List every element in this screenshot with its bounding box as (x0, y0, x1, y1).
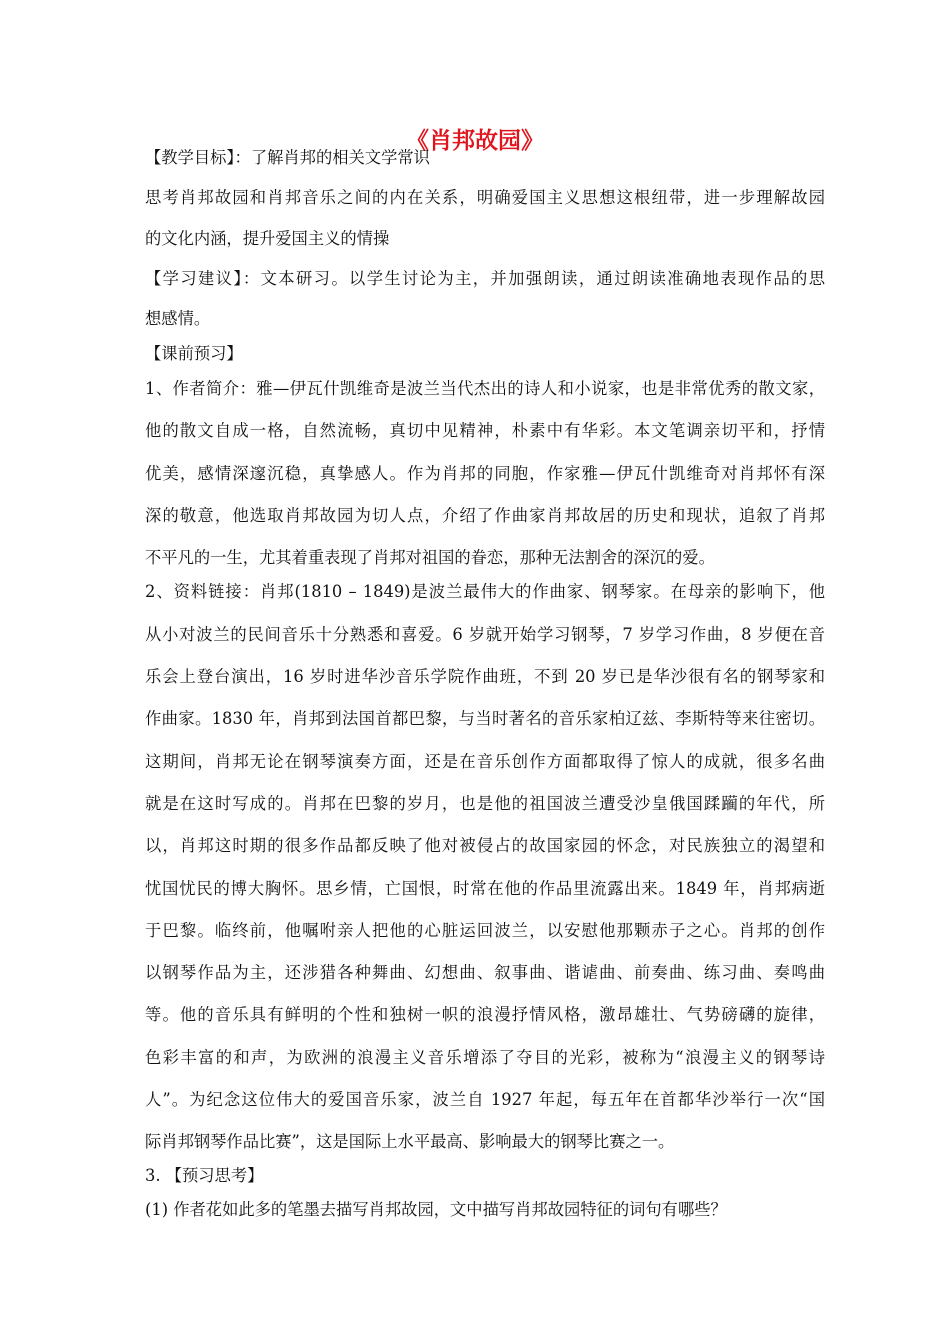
text-line: 这期间，肖邦无论在钢琴演奏方面，还是在音乐创作方面都取得了惊人的成就，很多名曲 (145, 752, 825, 771)
text-line: 际肖邦钢琴作品比赛”，这是国际上水平最高、影响最大的钢琴比赛之一。 (145, 1132, 675, 1151)
text-line: 以，肖邦这时期的很多作品都反映了他对被侵占的故国家园的怀念，对民族独立的渴望和 (145, 836, 825, 855)
text-line: 思考肖邦故园和肖邦音乐之间的内在关系，明确爱国主义思想这根纽带，进一步理解故园 (145, 188, 825, 207)
text-line: 他的散文自成一格，自然流畅，真切中见精神，朴素中有华彩。本文笔调亲切平和，抒情 (145, 421, 825, 440)
text-line: 的文化内涵，提升爱国主义的情操 (145, 229, 390, 248)
text-line-resource-link: 2、资料链接：肖邦(1810 – 1849)是波兰最伟大的作曲家、钢琴家。在母亲的影响下，他 (145, 582, 825, 601)
text-line: 作曲家。1830 年，肖邦到法国首都巴黎，与当时著名的音乐家柏辽兹、李斯特等来往密切。 (145, 709, 825, 728)
text-line: 忧国忧民的博大胸怀。思乡情，亡国恨，时常在他的作品里流露出来。1849 年，肖邦病逝 (145, 879, 825, 898)
section-heading-preview: 【课前预习】 (145, 344, 243, 363)
text-line-teaching-goal: 【教学目标】：了解肖邦的相关文学常识 (145, 148, 430, 167)
text-line: 不平凡的一生，尤其着重表现了肖邦对祖国的眷恋，那种无法割舍的深沉的爱。 (145, 548, 715, 567)
text-line-study-advice: 【学习建议】：文本研习。以学生讨论为主，并加强朗读，通过朗读准确地表现作品的思 (145, 269, 825, 288)
text-line: 优美，感情深邃沉稳，真挚感人。作为肖邦的同胞，作家雅—伊瓦什凯维奇对肖邦怀有深 (145, 464, 825, 483)
text-line: 深的敬意，他选取肖邦故园为切人点，介绍了作曲家肖邦故居的历史和现状，追叙了肖邦 (145, 506, 825, 525)
document-title: 《肖邦故园》 (406, 128, 544, 154)
text-line: 乐会上登台演出，16 岁时进华沙音乐学院作曲班，不到 20 岁已是华沙很有名的钢琴家和 (145, 667, 825, 686)
text-line: 人”。为纪念这位伟大的爱国音乐家，波兰自 1927 年起，每五年在首都华沙举行一次“国 (145, 1090, 825, 1109)
section-heading-preview-questions: 3. 【预习思考】 (145, 1166, 264, 1185)
text-line: 于巴黎。临终前，他嘱咐亲人把他的心脏运回波兰，以安慰他那颗赤子之心。肖邦的创作 (145, 921, 825, 940)
text-line: 从小对波兰的民间音乐十分熟悉和喜爱。6 岁就开始学习钢琴，7 岁学习作曲，8 岁便在音 (145, 625, 825, 644)
text-line-author-intro: 1、作者简介：雅—伊瓦什凯维奇是波兰当代杰出的诗人和小说家，也是非常优秀的散文家， (145, 379, 825, 398)
text-line: 就是在这时写成的。肖邦在巴黎的岁月，也是他的祖国波兰遭受沙皇俄国蹂躏的年代，所 (145, 794, 825, 813)
text-line: 色彩丰富的和声，为欧洲的浪漫主义音乐增添了夺目的光彩，被称为“浪漫主义的钢琴诗 (145, 1048, 825, 1067)
text-line: 以钢琴作品为主，还涉猎各种舞曲、幻想曲、叙事曲、谐谑曲、前奏曲、练习曲、奏鸣曲 (145, 963, 825, 982)
question-1: (1) 作者花如此多的笔墨去描写肖邦故园，文中描写肖邦故园特征的词句有哪些？ (145, 1200, 727, 1219)
text-line: 想感情。 (145, 309, 211, 328)
text-line: 等。他的音乐具有鲜明的个性和独树一帜的浪漫抒情风格，激昂雄壮、气势磅礴的旋律， (145, 1005, 825, 1024)
